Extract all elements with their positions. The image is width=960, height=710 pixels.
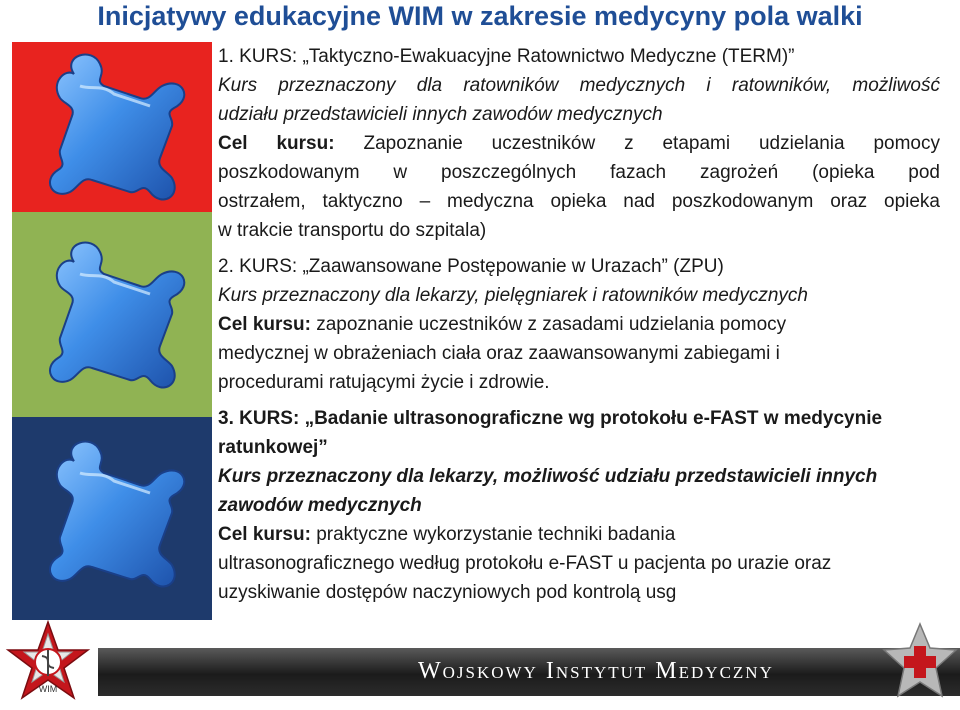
course-2-goal — [218, 310, 940, 339]
course-1-goal-line: poszkodowanym w poszczególnych fazach zagrożeń (opieka pod — [218, 162, 940, 183]
puzzle-piece-icon — [22, 234, 202, 399]
course-3-heading-cont: ratunkowej” — [218, 437, 328, 458]
puzzle-piece-icon — [22, 433, 202, 598]
red-block — [12, 42, 212, 212]
wim-emblem-icon — [4, 620, 92, 705]
course-3 — [218, 404, 940, 607]
footer — [0, 620, 960, 705]
course-2-audience: Kurs przeznaczony dla lekarzy, pielęgniarek i ratowników medycznych — [218, 285, 808, 306]
course-2-heading: 2. KURS: „Zaawansowane Postępowanie w Urazach” (ZPU) — [218, 256, 724, 277]
course-1-goal — [218, 129, 940, 158]
course-3-audience: Kurs przeznaczony dla lekarzy, możliwość udziału przedstawicieli innych — [218, 466, 878, 487]
course-3-heading: 3. KURS: „Badanie ultrasonograficzne wg protokołu e-FAST w medycynie — [218, 408, 883, 429]
course-3-goal-text: praktyczne wykorzystanie techniki badania — [316, 524, 676, 545]
course-1-goal-line: w trakcie transportu do szpitala) — [218, 220, 487, 241]
page-title: Inicjatywy edukacyjne WIM w zakresie medycyny pola walki — [97, 1, 863, 31]
course-3-audience-cont: zawodów medycznych — [218, 495, 422, 516]
institute-name: Wojskowy Instytut Medyczny — [418, 658, 774, 684]
course-3-goal-line: uzyskiwanie dostępów naczyniowych pod kontrolą usg — [218, 582, 677, 603]
navy-block — [12, 417, 212, 620]
course-1-goal-text: Zapoznanie uczestników z etapami udzielania pomocy — [363, 133, 940, 154]
goal-label: Cel kursu: — [218, 133, 335, 154]
course-2-goal-line: procedurami ratującymi życie i zdrowie. — [218, 372, 550, 393]
course-1-audience-cont: udziału przedstawicieli innych zawodów medycznych — [218, 104, 663, 125]
medical-cross-emblem-icon — [882, 622, 958, 702]
course-2 — [218, 252, 940, 397]
puzzle-piece-icon — [22, 46, 202, 211]
course-2-goal-text: zapoznanie uczestników z zasadami udzielania pomocy — [316, 314, 787, 335]
course-1-heading: 1. KURS: „Taktyczno-Ewakuacyjne Ratownictwo Medyczne (TERM)” — [218, 46, 795, 67]
course-3-goal — [218, 520, 940, 549]
course-1-goal-line: ostrzałem, taktyczno – medyczna opieka nad poszkodowanym oraz opieka — [218, 191, 940, 212]
green-block — [12, 212, 212, 417]
goal-label: Cel kursu: — [218, 314, 311, 335]
course-3-goal-line: ultrasonograficznego według protokołu e-FAST u pacjenta po urazie oraz — [218, 553, 832, 574]
svg-text:WIM: WIM — [38, 684, 58, 694]
course-1 — [218, 42, 940, 245]
course-1-audience: Kurs przeznaczony dla ratowników medycznych i ratowników, możliwość — [218, 75, 940, 96]
course-2-goal-line: medycznej w obrażeniach ciała oraz zaawansowanymi zabiegami i — [218, 343, 780, 364]
course-list — [218, 42, 940, 607]
goal-label: Cel kursu: — [218, 524, 311, 545]
institute-banner — [98, 648, 960, 696]
